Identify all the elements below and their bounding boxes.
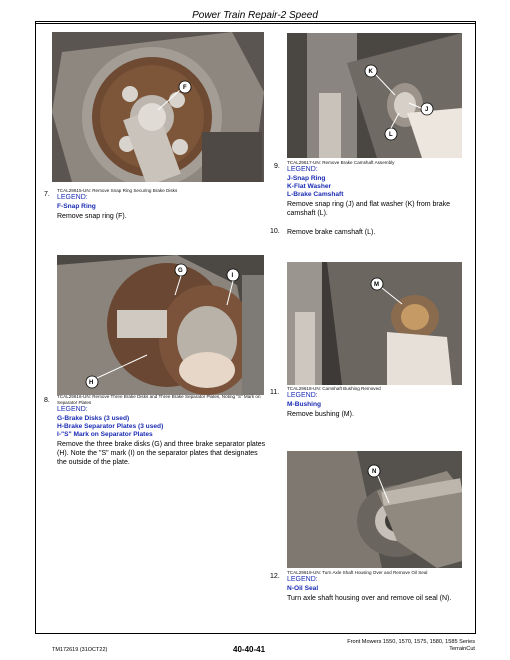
- step-number: 10.: [270, 228, 280, 235]
- legend-title: LEGEND:: [287, 576, 318, 583]
- step-number: 11.: [270, 389, 280, 396]
- legend-title: LEGEND:: [287, 166, 318, 173]
- legend-item: G-Brake Disks (3 used): [57, 414, 130, 422]
- legend-item: H-Brake Separator Plates (3 used): [57, 422, 164, 430]
- step-9: [274, 160, 467, 218]
- legend-item: L-Brake Camshaft: [287, 190, 344, 198]
- callout-n: N: [372, 469, 377, 475]
- callout-g: G: [178, 268, 183, 274]
- callout-m: M: [374, 282, 379, 288]
- figure-caption-id: TCAL29616-UN: Remove Three Brake Disks and Three Brake Separator Plates, Noting "S" Mark on Separator Plates: [57, 394, 261, 405]
- legend-title: LEGEND:: [57, 406, 88, 413]
- legend-item: I-"S" Mark on Separator Plates: [57, 430, 153, 438]
- legend-item: K-Flat Washer: [287, 182, 332, 190]
- callout-k: K: [368, 69, 373, 75]
- figure-caption-id: TCAL29619-UN: Turn Axle Shaft Housing Over and Remove Oil Seal: [287, 570, 428, 575]
- instruction-text: Remove the three brake disks (G) and three brake separator plates (H). Note the "S" mark (I) on the separator plates that designates the outside of the plate.: [57, 440, 266, 466]
- legend-item: F-Snap Ring: [57, 202, 96, 210]
- figure-caption-id: TCAL29615-UN: Remove Snap Ring Securing Brake Disks: [57, 188, 178, 193]
- step-number: 9.: [274, 163, 280, 170]
- footer-product-line: Front Mowers 1550, 1570, 1575, 1580, 1585 Series: [347, 639, 475, 645]
- instruction-text: Turn axle shaft housing over and remove oil seal (N).: [287, 594, 452, 602]
- photo-step-11: [287, 262, 462, 385]
- legend-title: LEGEND:: [57, 194, 88, 201]
- photo-step-12: [287, 451, 462, 568]
- step-11: [270, 386, 467, 419]
- legend-item: M-Bushing: [287, 400, 322, 408]
- footer-rule: [35, 633, 476, 634]
- step-8: [44, 394, 267, 467]
- callout-i: I: [231, 273, 234, 279]
- callout-l: L: [389, 132, 393, 138]
- step-number: 8.: [44, 397, 50, 404]
- step-12: [270, 570, 467, 603]
- photo-step-8: [57, 255, 264, 395]
- figure-caption-id: TCAL29617-UN: Remove Brake Camshaft Assembly: [287, 160, 395, 165]
- callout-j: J: [425, 107, 429, 113]
- instruction-text: Remove snap ring (F).: [57, 212, 127, 220]
- footer-page-number: 40-40-41: [233, 645, 266, 654]
- callout-h: H: [89, 380, 94, 386]
- photo-step-9: [287, 33, 462, 158]
- footer-product: [313, 639, 475, 653]
- figure-caption-id: TCAL29618-UN: Camshaft Bushing Removed: [287, 386, 381, 391]
- photo-step-7: [52, 32, 264, 182]
- step-10: [270, 227, 467, 237]
- step-number: 12.: [270, 573, 280, 580]
- instruction-text: Remove snap ring (J) and flat washer (K) from brake camshaft (L).: [287, 200, 451, 217]
- callout-f: F: [183, 85, 187, 91]
- legend-item: J-Snap Ring: [287, 174, 326, 182]
- footer-doc-id: TM172619 (31OCT22): [52, 647, 108, 653]
- footer-product-line: TerrainCut: [449, 646, 475, 652]
- legend-item: N-Oil Seal: [287, 584, 319, 592]
- legend-title: LEGEND:: [287, 392, 318, 399]
- page-header-title: Power Train Repair-2 Speed: [192, 10, 318, 21]
- instruction-text: Remove brake camshaft (L).: [287, 229, 376, 236]
- instruction-text: Remove bushing (M).: [287, 410, 354, 418]
- step-7: [44, 188, 267, 221]
- step-number: 7.: [44, 191, 50, 198]
